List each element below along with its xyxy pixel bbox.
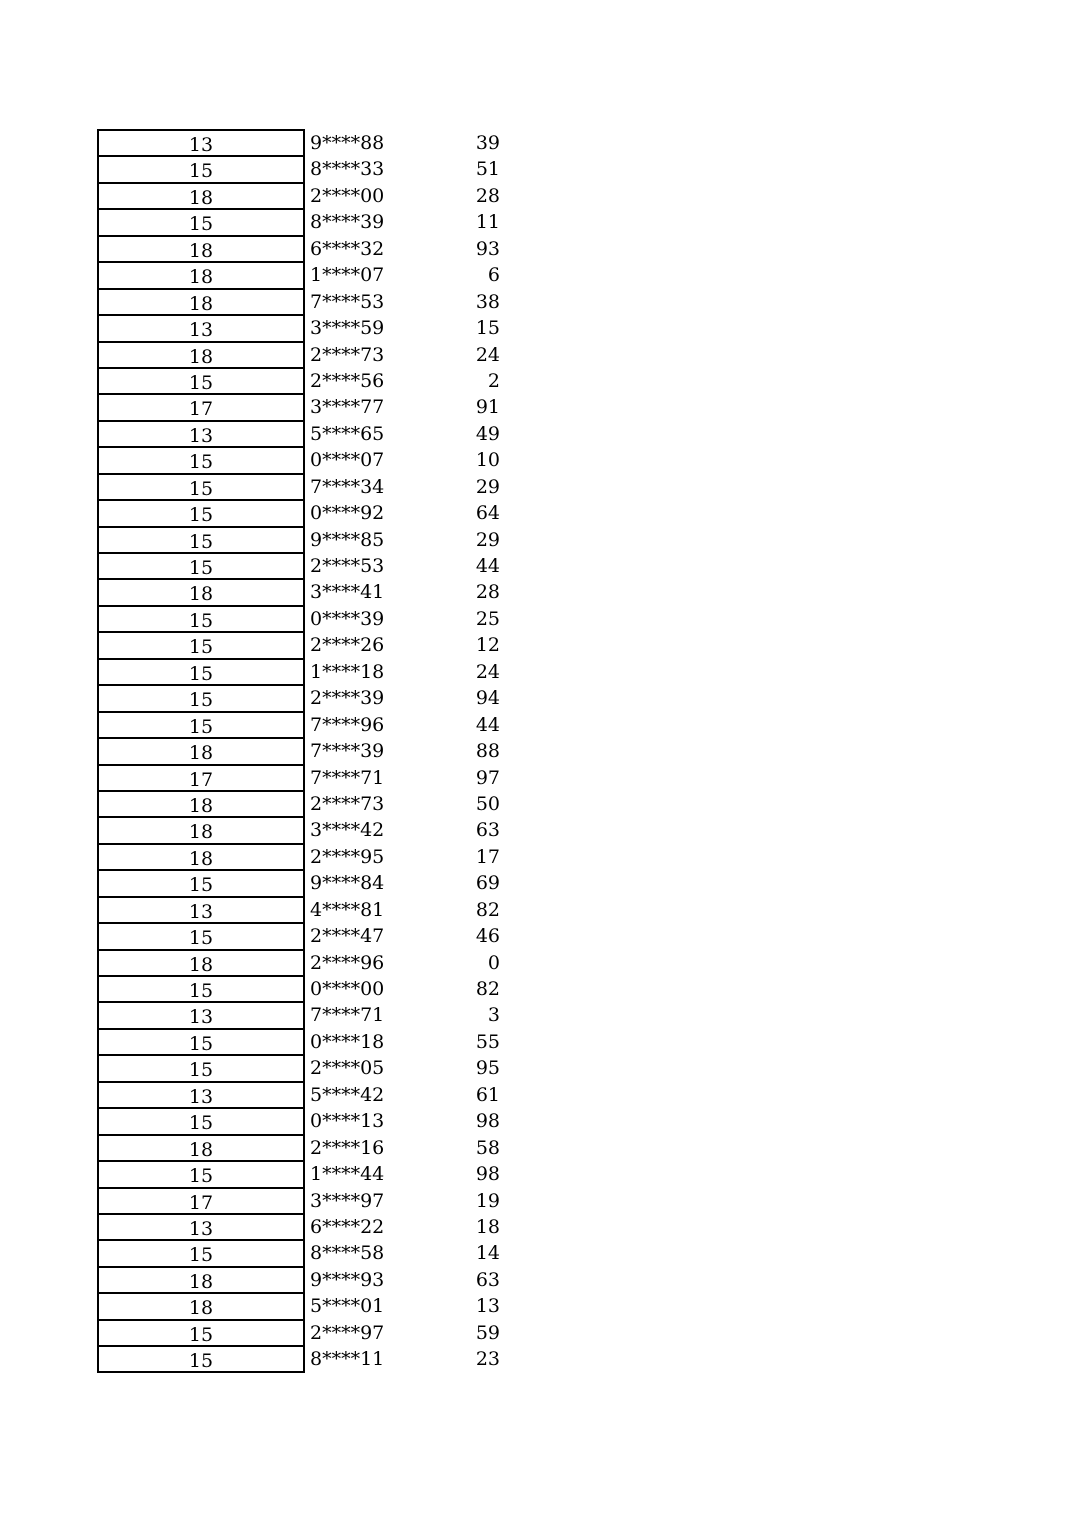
masked-number-cell: 7****39 [310, 740, 385, 763]
value-cell: 64 [475, 502, 500, 525]
masked-number-cell: 7****34 [310, 475, 385, 498]
table-row [97, 764, 517, 790]
table-row [97, 446, 517, 472]
value-cell: 0 [487, 951, 500, 974]
table-row [97, 684, 517, 710]
value-cell: 63 [475, 1268, 500, 1291]
table-row [97, 578, 517, 604]
table-row [97, 473, 517, 499]
data-table [97, 129, 517, 1372]
table-row [97, 1081, 517, 1107]
masked-number-cell: 7****71 [310, 766, 385, 789]
prefix-cell: 17 [97, 393, 305, 419]
prefix-cell: 15 [97, 605, 305, 631]
table-row [97, 843, 517, 869]
masked-number-cell: 2****73 [310, 343, 385, 366]
prefix-cell: 13 [97, 420, 305, 446]
masked-number-cell: 2****96 [310, 951, 385, 974]
value-cell: 3 [487, 1004, 500, 1027]
prefix-cell: 15 [97, 684, 305, 710]
masked-number-cell: 0****07 [310, 449, 385, 472]
prefix-cell: 13 [97, 1001, 305, 1027]
prefix-cell: 13 [97, 1213, 305, 1239]
prefix-cell: 18 [97, 341, 305, 367]
prefix-cell: 18 [97, 816, 305, 842]
prefix-cell: 13 [97, 1081, 305, 1107]
prefix-cell: 15 [97, 473, 305, 499]
value-cell: 69 [475, 872, 500, 895]
prefix-cell: 18 [97, 1134, 305, 1160]
table-row [97, 869, 517, 895]
prefix-cell: 15 [97, 552, 305, 578]
prefix-cell: 17 [97, 764, 305, 790]
table-row [97, 1134, 517, 1160]
value-cell: 44 [475, 713, 500, 736]
table-row [97, 393, 517, 419]
prefix-cell: 13 [97, 314, 305, 340]
prefix-cell: 15 [97, 1054, 305, 1080]
value-cell: 49 [475, 422, 500, 445]
masked-number-cell: 8****58 [310, 1242, 385, 1265]
prefix-cell: 15 [97, 499, 305, 525]
table-row [97, 1187, 517, 1213]
value-cell: 18 [475, 1215, 500, 1238]
table-row [97, 1239, 517, 1265]
prefix-cell: 15 [97, 1239, 305, 1265]
table-row [97, 790, 517, 816]
table-row [97, 1266, 517, 1292]
table-row [97, 261, 517, 287]
value-cell: 29 [475, 475, 500, 498]
value-cell: 13 [475, 1295, 500, 1318]
value-cell: 51 [475, 158, 500, 181]
table-row [97, 1054, 517, 1080]
table-row [97, 1160, 517, 1186]
masked-number-cell: 0****92 [310, 502, 385, 525]
prefix-cell: 18 [97, 790, 305, 816]
prefix-cell: 18 [97, 182, 305, 208]
masked-number-cell: 7****96 [310, 713, 385, 736]
prefix-cell: 18 [97, 737, 305, 763]
masked-number-cell: 1****44 [310, 1163, 385, 1186]
value-cell: 44 [475, 555, 500, 577]
masked-number-cell: 2****05 [310, 1057, 385, 1080]
masked-number-cell: 2****97 [310, 1321, 385, 1344]
masked-number-cell: 2****73 [310, 792, 385, 815]
value-cell: 28 [475, 581, 500, 604]
prefix-cell: 15 [97, 1107, 305, 1133]
value-cell: 6 [487, 264, 500, 287]
masked-number-cell: 3****42 [310, 819, 385, 842]
prefix-cell: 15 [97, 1160, 305, 1186]
value-cell: 24 [475, 660, 500, 683]
masked-number-cell: 8****33 [310, 158, 385, 181]
masked-number-cell: 2****16 [310, 1136, 385, 1159]
table-row [97, 896, 517, 922]
prefix-cell: 18 [97, 261, 305, 287]
masked-number-cell: 2****47 [310, 925, 385, 948]
table-row [97, 1001, 517, 1027]
masked-number-cell: 0****39 [310, 607, 385, 630]
value-cell: 59 [475, 1321, 500, 1344]
value-cell: 25 [475, 607, 500, 630]
masked-number-cell: 3****59 [310, 317, 385, 340]
table-row [97, 1107, 517, 1133]
masked-number-cell: 8****11 [310, 1348, 385, 1371]
prefix-cell: 18 [97, 578, 305, 604]
value-cell: 98 [475, 1163, 500, 1186]
table-row [97, 605, 517, 631]
prefix-cell: 15 [97, 367, 305, 393]
value-cell: 11 [475, 211, 500, 234]
value-cell: 88 [475, 740, 500, 763]
masked-number-cell: 9****84 [310, 872, 385, 895]
value-cell: 58 [475, 1136, 500, 1159]
table-row [97, 658, 517, 684]
table-row [97, 235, 517, 261]
table-row [97, 499, 517, 525]
prefix-cell: 15 [97, 658, 305, 684]
masked-number-cell: 6****22 [310, 1215, 385, 1238]
prefix-cell: 15 [97, 208, 305, 234]
masked-number-cell: 2****53 [310, 555, 385, 577]
prefix-cell: 15 [97, 922, 305, 948]
masked-number-cell: 7****53 [310, 290, 385, 313]
prefix-cell: 15 [97, 631, 305, 657]
value-cell: 14 [475, 1242, 500, 1265]
masked-number-cell: 0****18 [310, 1030, 385, 1053]
value-cell: 82 [475, 898, 500, 921]
table-row [97, 341, 517, 367]
masked-number-cell: 9****88 [310, 132, 385, 154]
table-row [97, 1028, 517, 1054]
masked-number-cell: 2****00 [310, 184, 385, 207]
value-cell: 55 [475, 1030, 500, 1053]
prefix-cell: 15 [97, 446, 305, 472]
table-row [97, 129, 517, 155]
prefix-cell: 15 [97, 1345, 305, 1373]
masked-number-cell: 0****00 [310, 978, 385, 1000]
table-row [97, 288, 517, 314]
table-row [97, 208, 517, 234]
masked-number-cell: 3****77 [310, 396, 385, 419]
masked-number-cell: 2****39 [310, 687, 385, 710]
table-row [97, 552, 517, 578]
prefix-cell: 15 [97, 711, 305, 737]
masked-number-cell: 3****41 [310, 581, 385, 604]
masked-number-cell: 2****56 [310, 369, 385, 392]
value-cell: 29 [475, 528, 500, 551]
value-cell: 28 [475, 184, 500, 207]
masked-number-cell: 9****85 [310, 528, 385, 551]
prefix-cell: 15 [97, 526, 305, 552]
masked-number-cell: 2****95 [310, 845, 385, 868]
value-cell: 23 [475, 1348, 500, 1371]
masked-number-cell: 8****39 [310, 211, 385, 234]
table-row [97, 711, 517, 737]
masked-number-cell: 9****93 [310, 1268, 385, 1291]
value-cell: 63 [475, 819, 500, 842]
table-row [97, 737, 517, 763]
value-cell: 15 [475, 317, 500, 340]
value-cell: 39 [475, 132, 500, 154]
table-row [97, 975, 517, 1001]
prefix-cell: 17 [97, 1187, 305, 1213]
value-cell: 94 [475, 687, 500, 710]
prefix-cell: 15 [97, 1028, 305, 1054]
value-cell: 12 [475, 634, 500, 657]
table-row [97, 526, 517, 552]
masked-number-cell: 7****71 [310, 1004, 385, 1027]
table-row [97, 155, 517, 181]
prefix-cell: 15 [97, 155, 305, 181]
value-cell: 97 [475, 766, 500, 789]
table-row [97, 1345, 517, 1371]
masked-number-cell: 2****26 [310, 634, 385, 657]
table-row [97, 367, 517, 393]
table-row [97, 1213, 517, 1239]
value-cell: 61 [475, 1083, 500, 1106]
prefix-cell: 18 [97, 1292, 305, 1318]
prefix-cell: 15 [97, 1319, 305, 1345]
prefix-cell: 18 [97, 235, 305, 261]
prefix-cell: 18 [97, 288, 305, 314]
value-cell: 91 [475, 396, 500, 419]
masked-number-cell: 1****07 [310, 264, 385, 287]
value-cell: 38 [475, 290, 500, 313]
masked-number-cell: 0****13 [310, 1110, 385, 1133]
value-cell: 98 [475, 1110, 500, 1133]
table-row [97, 816, 517, 842]
masked-number-cell: 3****97 [310, 1189, 385, 1212]
table-row [97, 922, 517, 948]
prefix-cell: 13 [97, 129, 305, 155]
prefix-cell: 18 [97, 843, 305, 869]
prefix-cell: 15 [97, 975, 305, 1001]
prefix-cell: 13 [97, 896, 305, 922]
masked-number-cell: 4****81 [310, 898, 385, 921]
value-cell: 24 [475, 343, 500, 366]
masked-number-cell: 5****65 [310, 422, 385, 445]
value-cell: 93 [475, 237, 500, 260]
value-cell: 10 [475, 449, 500, 472]
table-row [97, 1292, 517, 1318]
table-row [97, 1319, 517, 1345]
value-cell: 46 [475, 925, 500, 948]
value-cell: 50 [475, 792, 500, 815]
value-cell: 2 [487, 369, 500, 392]
masked-number-cell: 5****01 [310, 1295, 385, 1318]
value-cell: 17 [475, 845, 500, 868]
table-row [97, 420, 517, 446]
value-cell: 82 [475, 978, 500, 1000]
value-cell: 19 [475, 1189, 500, 1212]
masked-number-cell: 1****18 [310, 660, 385, 683]
prefix-cell: 15 [97, 869, 305, 895]
table-row [97, 631, 517, 657]
table-row [97, 182, 517, 208]
table-row [97, 949, 517, 975]
prefix-cell: 18 [97, 949, 305, 975]
prefix-cell: 18 [97, 1266, 305, 1292]
table-row [97, 314, 517, 340]
masked-number-cell: 5****42 [310, 1083, 385, 1106]
value-cell: 95 [475, 1057, 500, 1080]
masked-number-cell: 6****32 [310, 237, 385, 260]
